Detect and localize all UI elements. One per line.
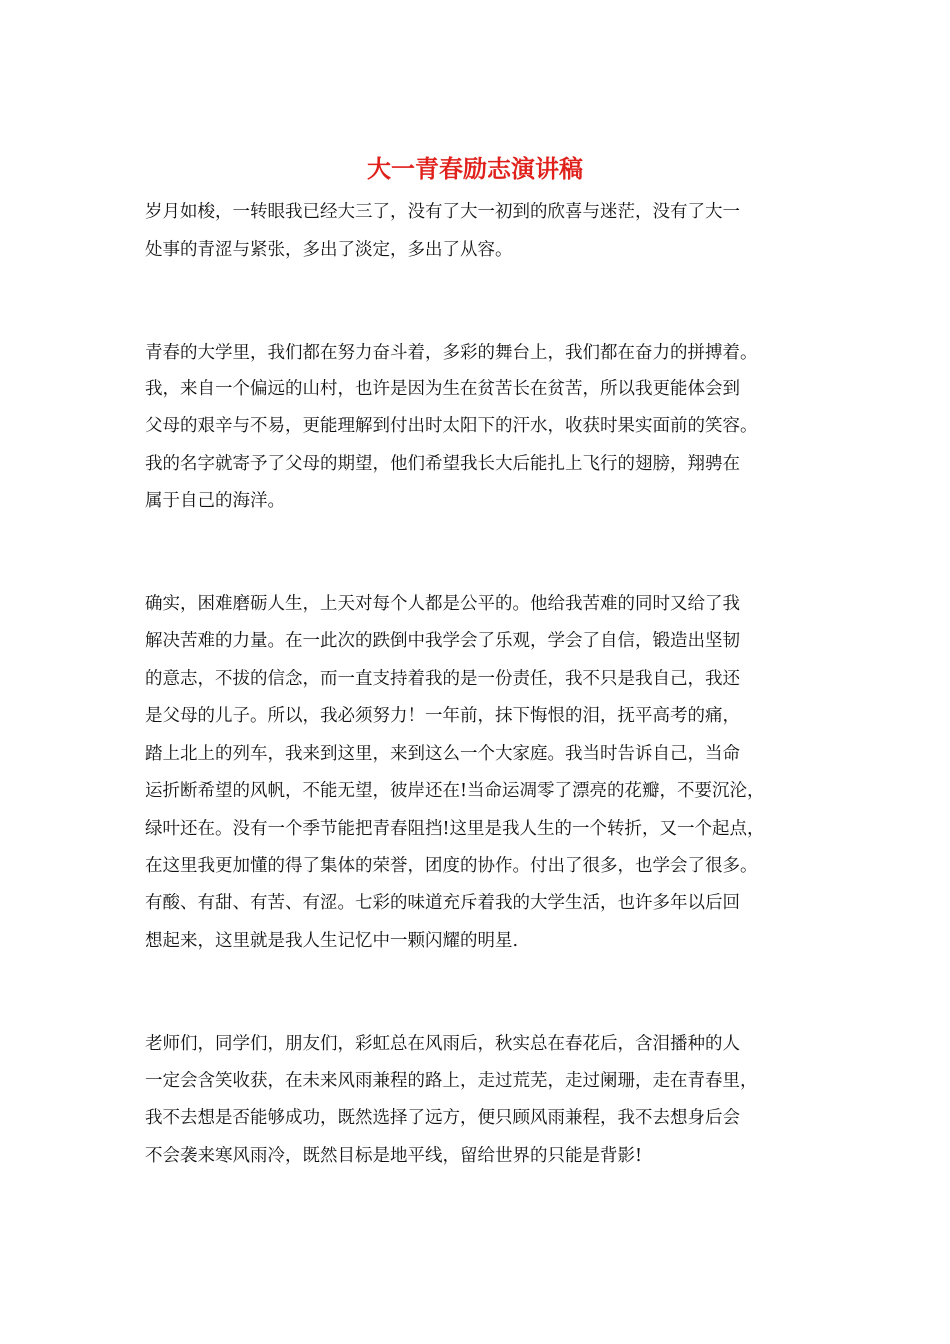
page-title: 大一青春励志演讲稿 [367,154,583,183]
paragraph-line: 父母的艰辛与不易，更能理解到付出时太阳下的汗水，收获时果实面前的笑容。 [145,416,758,436]
paragraph-line: 我，来自一个偏远的山村，也许是因为生在贫苦长在贫苦，所以我更能体会到 [145,379,740,399]
paragraph-line: 运折断希望的风帆，不能无望，彼岸还在!当命运凋零了漂亮的花瓣，不要沉沦， [145,781,765,801]
paragraph-line: 在这里我更加懂的得了集体的荣誉，团度的协作。付出了很多，也学会了很多。 [145,856,758,876]
paragraph-line: 想起来，这里就是我人生记忆中一颗闪耀的明星. [145,931,519,951]
paragraph-line: 我不去想是否能够成功，既然选择了远方，便只顾风雨兼程，我不去想身后会 [145,1108,740,1128]
paragraph-line: 青春的大学里，我们都在努力奋斗着，多彩的舞台上，我们都在奋力的拼搏着。 [145,343,758,363]
paragraph-line: 老师们，同学们，朋友们，彩虹总在风雨后，秋实总在春花后，含泪播种的人 [145,1034,740,1054]
paragraph-line: 踏上北上的列车，我来到这里，来到这么一个大家庭。我当时告诉自己，当命 [145,744,740,764]
paragraph-line: 解决苦难的力量。在一此次的跌倒中我学会了乐观，学会了自信，锻造出坚韧 [145,631,740,651]
paragraph-line: 不会袭来寒风雨冷，既然目标是地平线，留给世界的只能是背影! [145,1146,643,1166]
paragraph-line: 属于自己的海洋。 [145,491,285,511]
paragraph-line: 确实，困难磨砺人生，上天对每个人都是公平的。他给我苦难的同时又给了我 [145,594,740,614]
paragraph-line: 有酸、有甜、有苦、有涩。七彩的味道充斥着我的大学生活，也许多年以后回 [145,893,740,913]
paragraph-line: 我的名字就寄予了父母的期望，他们希望我长大后能扎上飞行的翅膀，翔骋在 [145,454,740,474]
paragraph-line: 绿叶还在。没有一个季节能把青春阻挡!这里是我人生的一个转折，又一个起点， [145,819,765,839]
paragraph-line: 处事的青涩与紧张，多出了淡定，多出了从容。 [145,240,513,260]
paragraph-line: 岁月如梭，一转眼我已经大三了，没有了大一初到的欣喜与迷茫，没有了大一 [145,202,740,222]
paragraph-line: 的意志，不拔的信念，而一直支持着我的是一份责任，我不只是我自己，我还 [145,669,740,689]
paragraph-line: 一定会含笑收获，在未来风雨兼程的路上，走过荒芜，走过阑珊，走在青春里， [145,1071,758,1091]
paragraph-line: 是父母的儿子。所以，我必须努力！一年前，抹下悔恨的泪，抚平高考的痛， [145,706,740,726]
